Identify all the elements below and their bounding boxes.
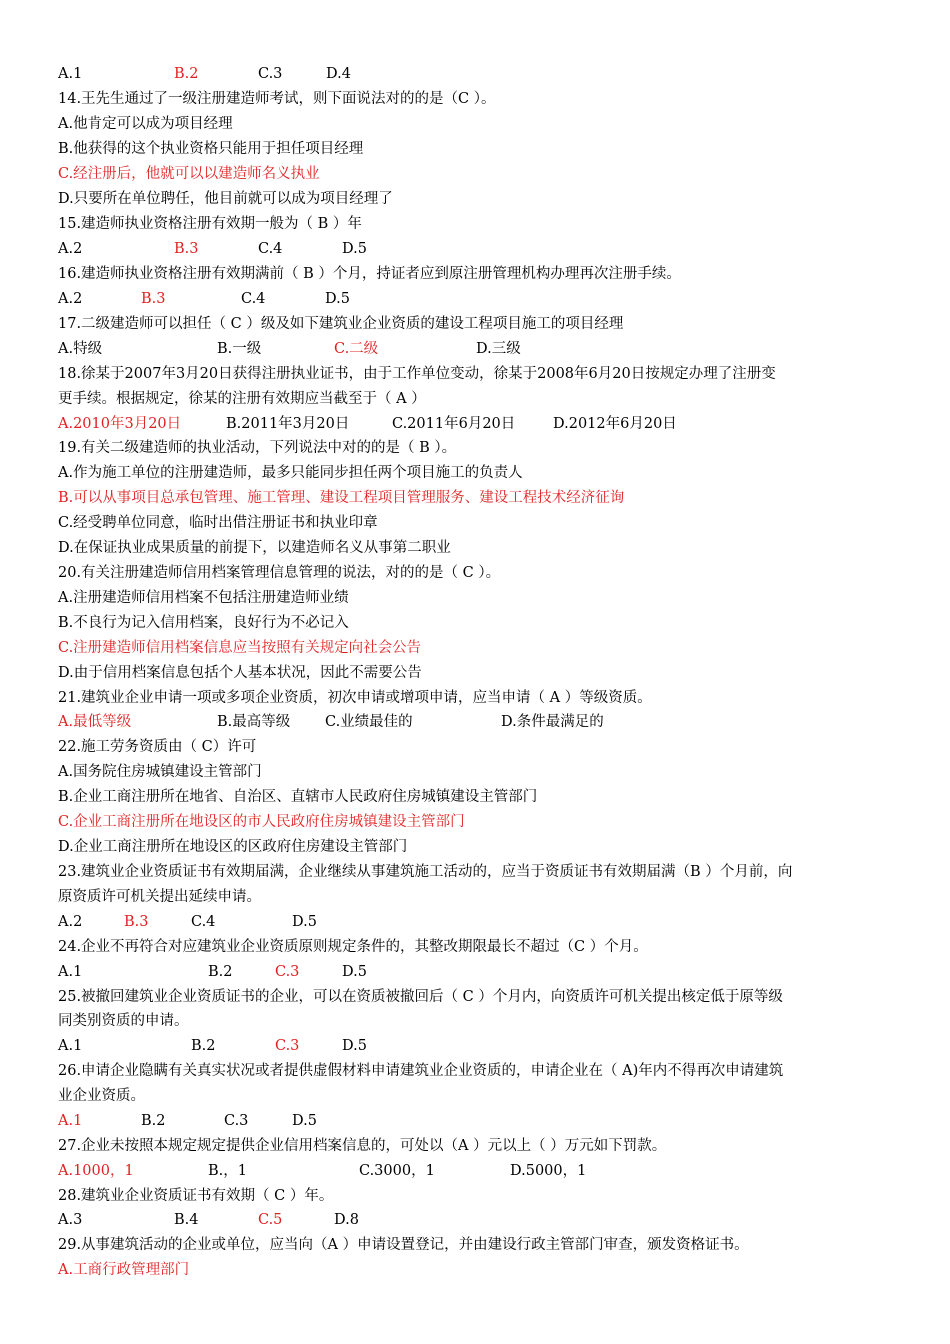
option-c: C.经受聘单位同意，临时出借注册证书和执业印章 [58,515,378,531]
option-c-answer: C.企业工商注册所在地设区的市人民政府住房城镇建设主管部门 [58,814,465,830]
option-a-answer: A.工商行政管理部门 [58,1262,190,1278]
option-d: D.企业工商注册所在地设区的区政府住房建设主管部门 [58,839,408,855]
question-25-line-2: 同类别资质的申请。 [58,1013,189,1029]
question-27: 27.企业未按照本规定规定提供企业信用档案信息的，可处以（A ）元以上（ ）万元如下罚款。 [58,1138,667,1154]
option-d: D.5 [342,964,367,980]
option-c: C.4 [191,914,216,930]
options-row [58,414,898,434]
option-c-answer: C.注册建造师信用档案信息应当按照有关规定向社会公告 [58,640,422,656]
option-a-answer: A.1000，1 [58,1163,134,1179]
option-d: D.5 [342,1038,367,1054]
question-15: 15.建造师执业资格注册有效期一般为（ B ）年 [58,216,362,232]
option-b-answer: B.2 [174,66,199,82]
option-d: D.由于信用档案信息包括个人基本状况，因此不需要公告 [58,665,422,681]
option-a: A.1 [58,66,83,82]
option-d: D.5 [325,291,350,307]
option-b: B.，1 [208,1163,247,1179]
option-a: A.3 [58,1212,83,1228]
option-d: D.条件最满足的 [501,714,604,730]
option-c: C.2011年6月20日 [392,416,516,432]
option-b: B.最高等级 [217,714,291,730]
question-25-line-1: 25.被撤回建筑业企业资质证书的企业，可以在资质被撤回后（ C ）个月内，向资质许可机关提出核定低于原等级 [58,989,783,1005]
option-b: B.企业工商注册所在地省、自治区、直辖市人民政府住房城镇建设主管部门 [58,789,538,805]
question-17: 17.二级建造师可以担任（ C ）级及如下建筑业企业资质的建设工程项目施工的项目经理 [58,316,624,332]
options-row [58,962,898,982]
option-a-answer: A.最低等级 [58,714,132,730]
question-23-line-1: 23.建筑业企业资质证书有效期届满，企业继续从事建筑施工活动的，应当于资质证书有效期届满（B ）个月前，向 [58,864,793,880]
option-d: D.5000，1 [510,1163,587,1179]
options-row [58,64,898,84]
option-c: C.3 [258,66,283,82]
option-b: B.4 [174,1212,199,1228]
option-a: A.他肯定可以成为项目经理 [58,116,233,132]
option-b: B.2 [141,1113,166,1129]
option-a: A.1 [58,964,83,980]
option-b-answer: B.3 [141,291,166,307]
question-19: 19.有关二级建造师的执业活动，下列说法中对的的是（ B ）。 [58,440,457,456]
question-18-line-2: 更手续。根据规定，徐某的注册有效期应当截至于（ A ） [58,391,426,407]
options-row [58,912,898,932]
option-c-answer: C.5 [258,1212,283,1228]
question-23-line-2: 原资质许可机关提出延续申请。 [58,889,261,905]
option-a-answer: A.2010年3月20日 [58,416,182,432]
option-a: A.2 [58,241,83,257]
option-a: A.注册建造师信用档案不包括注册建造师业绩 [58,590,349,606]
option-b-answer: B.3 [174,241,199,257]
question-22: 22.施工劳务资质由（ C）许可 [58,739,257,755]
option-d: D.三级 [476,341,521,357]
option-a: A.作为施工单位的注册建造师，最多只能同步担任两个项目施工的负责人 [58,465,523,481]
option-d: D.只要所在单位聘任，他目前就可以成为项目经理了 [58,191,393,207]
option-b-answer: B.3 [124,914,149,930]
options-row [58,712,898,732]
options-row [58,339,898,359]
option-c: C.3000，1 [359,1163,435,1179]
question-21: 21.建筑业企业申请一项或多项企业资质，初次申请或增项申请，应当申请（ A ）等级资质。 [58,690,652,706]
options-row [58,1161,898,1181]
option-d: D.在保证执业成果质量的前提下，以建造师名义从事第二职业 [58,540,451,556]
option-d: D.4 [326,66,351,82]
option-a: A.2 [58,291,83,307]
option-c: C.3 [224,1113,249,1129]
option-c-answer: C.二级 [334,341,379,357]
option-b: B.他获得的这个执业资格只能用于担任项目经理 [58,141,364,157]
question-14: 14.王先生通过了一级注册建造师考试，则下面说法对的的是（C ）。 [58,91,496,107]
question-26-line-1: 26.申请企业隐瞒有关真实状况或者提供虚假材料申请建筑业企业资质的，申请企业在（ A)年内不得再次申请建筑 [58,1063,784,1079]
option-c: C.业绩最佳的 [325,714,413,730]
option-d: D.5 [292,914,317,930]
options-row [58,239,898,259]
options-row [58,289,898,309]
option-c-answer: C.3 [275,964,300,980]
option-b-answer: B.可以从事项目总承包管理、施工管理、建设工程项目管理服务、建设工程技术经济征询 [58,490,625,506]
question-26-line-2: 业企业资质。 [58,1088,145,1104]
option-b: B.一级 [217,341,262,357]
options-row [58,1036,898,1056]
option-b: B.2011年3月20日 [226,416,350,432]
option-a: A.国务院住房城镇建设主管部门 [58,764,262,780]
question-18-line-1: 18.徐某于2007年3月20日获得注册执业证书，由于工作单位变动，徐某于2008年6月20日按规定办理了注册变 [58,366,776,382]
question-28: 28.建筑业企业资质证书有效期（ C ）年。 [58,1188,334,1204]
question-20: 20.有关注册建造师信用档案管理信息管理的说法，对的的是（ C ）。 [58,565,501,581]
option-d: D.2012年6月20日 [553,416,677,432]
question-16: 16.建造师执业资格注册有效期满前（ B ）个月，持证者应到原注册管理机构办理再次注册手续。 [58,266,681,282]
option-c-answer: C.3 [275,1038,300,1054]
option-d: D.5 [342,241,367,257]
options-row [58,1111,898,1131]
option-a: A.1 [58,1038,83,1054]
question-24: 24.企业不再符合对应建筑业企业资质原则规定条件的，其整改期限最长不超过（C ）个月。 [58,939,648,955]
option-a: A.2 [58,914,83,930]
option-c: C.4 [241,291,266,307]
option-a-answer: A.1 [58,1113,83,1129]
option-c: C.4 [258,241,283,257]
option-c-answer: C.经注册后，他就可以以建造师名义执业 [58,166,320,182]
option-d: D.5 [292,1113,317,1129]
question-29: 29.从事建筑活动的企业或单位，应当向（A ）申请设置登记，并由建设行政主管部门审查，颁发资格证书。 [58,1237,749,1253]
option-a: A.特级 [58,341,103,357]
option-b: B.2 [191,1038,216,1054]
option-b: B.2 [208,964,233,980]
option-b: B.不良行为记入信用档案，良好行为不必记入 [58,615,349,631]
options-row [58,1210,898,1230]
option-d: D.8 [334,1212,359,1228]
